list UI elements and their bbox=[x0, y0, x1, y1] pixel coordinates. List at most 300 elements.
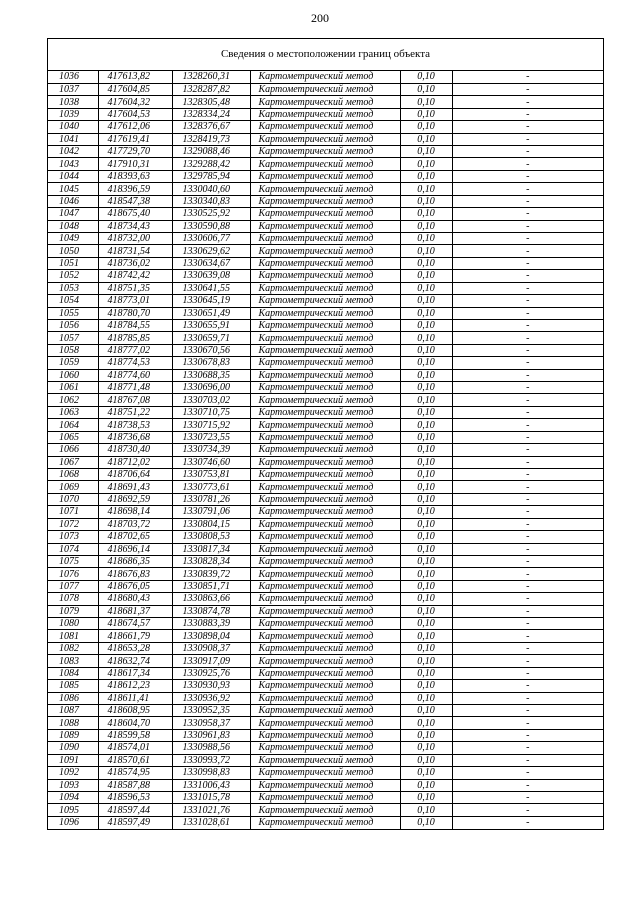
method: Картометрический метод bbox=[250, 717, 400, 729]
accuracy: 0,10 bbox=[400, 655, 452, 667]
table-row bbox=[48, 295, 603, 307]
table-row bbox=[48, 71, 603, 83]
table-row bbox=[48, 344, 603, 356]
accuracy: 0,10 bbox=[400, 493, 452, 505]
coordinate-x: 418732,00 bbox=[98, 232, 172, 244]
description: - bbox=[452, 170, 603, 182]
coordinate-y: 1330898,04 bbox=[172, 630, 250, 642]
table-row bbox=[48, 133, 603, 145]
coordinate-y: 1330753,81 bbox=[172, 469, 250, 481]
table-row bbox=[48, 543, 603, 555]
coordinate-x: 418608,95 bbox=[98, 705, 172, 717]
table-row bbox=[48, 493, 603, 505]
method: Картометрический метод bbox=[250, 257, 400, 269]
table-row bbox=[48, 382, 603, 394]
coordinate-y: 1330723,55 bbox=[172, 431, 250, 443]
point-number: 1066 bbox=[48, 444, 98, 456]
description: - bbox=[452, 183, 603, 195]
coordinate-y: 1330993,72 bbox=[172, 754, 250, 766]
method: Картометрический метод bbox=[250, 419, 400, 431]
description: - bbox=[452, 754, 603, 766]
coordinate-x: 418774,53 bbox=[98, 357, 172, 369]
table-row bbox=[48, 518, 603, 530]
coordinate-x: 418785,85 bbox=[98, 332, 172, 344]
table-row bbox=[48, 419, 603, 431]
coordinate-x: 418771,48 bbox=[98, 382, 172, 394]
point-number: 1042 bbox=[48, 146, 98, 158]
method: Картометрический метод bbox=[250, 220, 400, 232]
method: Картометрический метод bbox=[250, 568, 400, 580]
point-number: 1087 bbox=[48, 705, 98, 717]
point-number: 1045 bbox=[48, 183, 98, 195]
description: - bbox=[452, 518, 603, 530]
accuracy: 0,10 bbox=[400, 394, 452, 406]
description: - bbox=[452, 195, 603, 207]
coordinate-y: 1330863,66 bbox=[172, 593, 250, 605]
coordinate-x: 418676,83 bbox=[98, 568, 172, 580]
point-number: 1060 bbox=[48, 369, 98, 381]
accuracy: 0,10 bbox=[400, 332, 452, 344]
coordinate-y: 1330952,35 bbox=[172, 705, 250, 717]
coordinate-y: 1330908,37 bbox=[172, 642, 250, 654]
method: Картометрический метод bbox=[250, 170, 400, 182]
coordinate-x: 418738,53 bbox=[98, 419, 172, 431]
table-row bbox=[48, 655, 603, 667]
coordinate-y: 1329288,42 bbox=[172, 158, 250, 170]
coordinate-y: 1330645,19 bbox=[172, 295, 250, 307]
method: Картометрический метод bbox=[250, 555, 400, 567]
point-number: 1057 bbox=[48, 332, 98, 344]
accuracy: 0,10 bbox=[400, 382, 452, 394]
accuracy: 0,10 bbox=[400, 245, 452, 257]
coordinate-y: 1330659,71 bbox=[172, 332, 250, 344]
boundary-section bbox=[47, 38, 604, 830]
table-row bbox=[48, 717, 603, 729]
accuracy: 0,10 bbox=[400, 344, 452, 356]
accuracy: 0,10 bbox=[400, 779, 452, 791]
point-number: 1096 bbox=[48, 816, 98, 828]
method: Картометрический метод bbox=[250, 580, 400, 592]
accuracy: 0,10 bbox=[400, 295, 452, 307]
coordinate-y: 1328305,48 bbox=[172, 96, 250, 108]
coordinate-x: 418691,43 bbox=[98, 481, 172, 493]
coordinate-y: 1330040,60 bbox=[172, 183, 250, 195]
accuracy: 0,10 bbox=[400, 568, 452, 580]
description: - bbox=[452, 667, 603, 679]
description: - bbox=[452, 357, 603, 369]
coordinate-y: 1330839,72 bbox=[172, 568, 250, 580]
coordinate-x: 418730,40 bbox=[98, 444, 172, 456]
method: Картометрический метод bbox=[250, 779, 400, 791]
coordinate-y: 1330340,83 bbox=[172, 195, 250, 207]
point-number: 1088 bbox=[48, 717, 98, 729]
coordinate-y: 1330606,77 bbox=[172, 232, 250, 244]
coordinate-x: 418692,59 bbox=[98, 493, 172, 505]
coordinate-y: 1331006,43 bbox=[172, 779, 250, 791]
coordinate-x: 418396,59 bbox=[98, 183, 172, 195]
coordinate-x: 418597,44 bbox=[98, 804, 172, 816]
table-row bbox=[48, 319, 603, 331]
method: Картометрический метод bbox=[250, 319, 400, 331]
method: Картометрический метод bbox=[250, 382, 400, 394]
point-number: 1067 bbox=[48, 456, 98, 468]
coordinate-y: 1330808,53 bbox=[172, 531, 250, 543]
accuracy: 0,10 bbox=[400, 729, 452, 741]
accuracy: 0,10 bbox=[400, 170, 452, 182]
table-row bbox=[48, 816, 603, 828]
coordinate-x: 418632,74 bbox=[98, 655, 172, 667]
coordinate-x: 417604,85 bbox=[98, 83, 172, 95]
coordinate-x: 418767,08 bbox=[98, 394, 172, 406]
coordinate-x: 417612,06 bbox=[98, 121, 172, 133]
coordinate-x: 418597,49 bbox=[98, 816, 172, 828]
table-row bbox=[48, 729, 603, 741]
method: Картометрический метод bbox=[250, 146, 400, 158]
description: - bbox=[452, 555, 603, 567]
method: Картометрический метод bbox=[250, 357, 400, 369]
table-row bbox=[48, 580, 603, 592]
accuracy: 0,10 bbox=[400, 555, 452, 567]
coordinate-y: 1330961,83 bbox=[172, 729, 250, 741]
point-number: 1040 bbox=[48, 121, 98, 133]
point-number: 1071 bbox=[48, 506, 98, 518]
description: - bbox=[452, 121, 603, 133]
method: Картометрический метод bbox=[250, 208, 400, 220]
description: - bbox=[452, 444, 603, 456]
coordinate-y: 1331021,76 bbox=[172, 804, 250, 816]
table-row bbox=[48, 506, 603, 518]
description: - bbox=[452, 779, 603, 791]
coordinate-y: 1330746,60 bbox=[172, 456, 250, 468]
point-number: 1072 bbox=[48, 518, 98, 530]
description: - bbox=[452, 332, 603, 344]
coordinate-y: 1328287,82 bbox=[172, 83, 250, 95]
coordinate-x: 418777,02 bbox=[98, 344, 172, 356]
coordinate-x: 417604,53 bbox=[98, 108, 172, 120]
coordinate-x: 418676,05 bbox=[98, 580, 172, 592]
coordinate-x: 418570,61 bbox=[98, 754, 172, 766]
description: - bbox=[452, 729, 603, 741]
point-number: 1044 bbox=[48, 170, 98, 182]
coordinate-x: 418617,34 bbox=[98, 667, 172, 679]
description: - bbox=[452, 83, 603, 95]
table-row bbox=[48, 431, 603, 443]
accuracy: 0,10 bbox=[400, 481, 452, 493]
method: Картометрический метод bbox=[250, 282, 400, 294]
method: Картометрический метод bbox=[250, 369, 400, 381]
accuracy: 0,10 bbox=[400, 680, 452, 692]
table-row bbox=[48, 369, 603, 381]
coordinate-x: 418599,58 bbox=[98, 729, 172, 741]
description: - bbox=[452, 493, 603, 505]
table-row bbox=[48, 742, 603, 754]
coordinate-y: 1330998,83 bbox=[172, 767, 250, 779]
accuracy: 0,10 bbox=[400, 270, 452, 282]
table-row bbox=[48, 270, 603, 282]
page-number: 200 bbox=[311, 11, 329, 25]
point-number: 1086 bbox=[48, 692, 98, 704]
coordinate-x: 418736,02 bbox=[98, 257, 172, 269]
accuracy: 0,10 bbox=[400, 667, 452, 679]
accuracy: 0,10 bbox=[400, 369, 452, 381]
table-row bbox=[48, 96, 603, 108]
coordinate-x: 418751,35 bbox=[98, 282, 172, 294]
description: - bbox=[452, 419, 603, 431]
table-row bbox=[48, 332, 603, 344]
coordinate-y: 1330917,09 bbox=[172, 655, 250, 667]
point-number: 1051 bbox=[48, 257, 98, 269]
description: - bbox=[452, 232, 603, 244]
table-row bbox=[48, 83, 603, 95]
coordinate-x: 418703,72 bbox=[98, 518, 172, 530]
accuracy: 0,10 bbox=[400, 717, 452, 729]
description: - bbox=[452, 791, 603, 803]
accuracy: 0,10 bbox=[400, 754, 452, 766]
table-row bbox=[48, 146, 603, 158]
description: - bbox=[452, 158, 603, 170]
coordinate-x: 418612,23 bbox=[98, 680, 172, 692]
table-row bbox=[48, 705, 603, 717]
accuracy: 0,10 bbox=[400, 456, 452, 468]
point-number: 1080 bbox=[48, 618, 98, 630]
accuracy: 0,10 bbox=[400, 220, 452, 232]
description: - bbox=[452, 96, 603, 108]
table-row bbox=[48, 767, 603, 779]
coordinate-y: 1329088,46 bbox=[172, 146, 250, 158]
coordinate-y: 1330703,02 bbox=[172, 394, 250, 406]
method: Картометрический метод bbox=[250, 493, 400, 505]
description: - bbox=[452, 382, 603, 394]
description: - bbox=[452, 208, 603, 220]
point-number: 1073 bbox=[48, 531, 98, 543]
point-number: 1059 bbox=[48, 357, 98, 369]
table-row bbox=[48, 779, 603, 791]
accuracy: 0,10 bbox=[400, 108, 452, 120]
point-number: 1083 bbox=[48, 655, 98, 667]
point-number: 1077 bbox=[48, 580, 98, 592]
method: Картометрический метод bbox=[250, 754, 400, 766]
coordinate-y: 1330851,71 bbox=[172, 580, 250, 592]
method: Картометрический метод bbox=[250, 394, 400, 406]
point-number: 1091 bbox=[48, 754, 98, 766]
coordinate-x: 417729,70 bbox=[98, 146, 172, 158]
point-number: 1094 bbox=[48, 791, 98, 803]
coordinate-y: 1330936,92 bbox=[172, 692, 250, 704]
coordinate-y: 1330525,92 bbox=[172, 208, 250, 220]
method: Картометрический метод bbox=[250, 742, 400, 754]
accuracy: 0,10 bbox=[400, 518, 452, 530]
accuracy: 0,10 bbox=[400, 406, 452, 418]
description: - bbox=[452, 71, 603, 83]
coordinate-x: 418674,57 bbox=[98, 618, 172, 630]
point-number: 1068 bbox=[48, 469, 98, 481]
accuracy: 0,10 bbox=[400, 71, 452, 83]
coordinate-y: 1328419,73 bbox=[172, 133, 250, 145]
description: - bbox=[452, 344, 603, 356]
description: - bbox=[452, 630, 603, 642]
table-row bbox=[48, 257, 603, 269]
accuracy: 0,10 bbox=[400, 642, 452, 654]
method: Картометрический метод bbox=[250, 83, 400, 95]
coordinate-x: 417613,82 bbox=[98, 71, 172, 83]
coordinate-y: 1330639,08 bbox=[172, 270, 250, 282]
description: - bbox=[452, 406, 603, 418]
method: Картометрический метод bbox=[250, 344, 400, 356]
coordinate-x: 418712,02 bbox=[98, 456, 172, 468]
coordinate-x: 417619,41 bbox=[98, 133, 172, 145]
point-number: 1061 bbox=[48, 382, 98, 394]
method: Картометрический метод bbox=[250, 767, 400, 779]
coordinate-x: 418742,42 bbox=[98, 270, 172, 282]
coordinate-y: 1330590,88 bbox=[172, 220, 250, 232]
table-row bbox=[48, 232, 603, 244]
point-number: 1050 bbox=[48, 245, 98, 257]
coordinate-y: 1330641,55 bbox=[172, 282, 250, 294]
method: Картометрический метод bbox=[250, 605, 400, 617]
coordinate-y: 1330678,83 bbox=[172, 357, 250, 369]
point-number: 1038 bbox=[48, 96, 98, 108]
method: Картометрический метод bbox=[250, 667, 400, 679]
point-number: 1037 bbox=[48, 83, 98, 95]
accuracy: 0,10 bbox=[400, 469, 452, 481]
method: Картометрический метод bbox=[250, 71, 400, 83]
section-title: Сведения о местоположении границ объекта bbox=[48, 39, 603, 71]
coordinate-y: 1330828,34 bbox=[172, 555, 250, 567]
method: Картометрический метод bbox=[250, 158, 400, 170]
table-row bbox=[48, 357, 603, 369]
accuracy: 0,10 bbox=[400, 83, 452, 95]
table-row bbox=[48, 593, 603, 605]
description: - bbox=[452, 816, 603, 828]
accuracy: 0,10 bbox=[400, 208, 452, 220]
accuracy: 0,10 bbox=[400, 257, 452, 269]
point-number: 1053 bbox=[48, 282, 98, 294]
accuracy: 0,10 bbox=[400, 593, 452, 605]
point-number: 1046 bbox=[48, 195, 98, 207]
table-row bbox=[48, 121, 603, 133]
point-number: 1075 bbox=[48, 555, 98, 567]
coordinate-y: 1330734,39 bbox=[172, 444, 250, 456]
accuracy: 0,10 bbox=[400, 158, 452, 170]
description: - bbox=[452, 295, 603, 307]
coordinate-x: 418734,43 bbox=[98, 220, 172, 232]
table-row bbox=[48, 804, 603, 816]
table-row bbox=[48, 680, 603, 692]
point-number: 1092 bbox=[48, 767, 98, 779]
point-number: 1039 bbox=[48, 108, 98, 120]
coordinate-x: 418731,54 bbox=[98, 245, 172, 257]
point-number: 1089 bbox=[48, 729, 98, 741]
table-row bbox=[48, 183, 603, 195]
point-number: 1047 bbox=[48, 208, 98, 220]
table-row bbox=[48, 456, 603, 468]
coordinate-y: 1330696,00 bbox=[172, 382, 250, 394]
table-row bbox=[48, 618, 603, 630]
coordinate-x: 418696,14 bbox=[98, 543, 172, 555]
method: Картометрический метод bbox=[250, 791, 400, 803]
table-row bbox=[48, 531, 603, 543]
point-number: 1055 bbox=[48, 307, 98, 319]
accuracy: 0,10 bbox=[400, 618, 452, 630]
coordinate-y: 1330804,15 bbox=[172, 518, 250, 530]
accuracy: 0,10 bbox=[400, 630, 452, 642]
description: - bbox=[452, 469, 603, 481]
coordinate-x: 418675,40 bbox=[98, 208, 172, 220]
coordinate-x: 418774,60 bbox=[98, 369, 172, 381]
coordinate-x: 418686,35 bbox=[98, 555, 172, 567]
accuracy: 0,10 bbox=[400, 232, 452, 244]
description: - bbox=[452, 568, 603, 580]
method: Картометрический метод bbox=[250, 692, 400, 704]
method: Картометрический метод bbox=[250, 245, 400, 257]
table-row bbox=[48, 555, 603, 567]
point-number: 1063 bbox=[48, 406, 98, 418]
coordinate-x: 418661,79 bbox=[98, 630, 172, 642]
coordinate-y: 1330874,78 bbox=[172, 605, 250, 617]
accuracy: 0,10 bbox=[400, 804, 452, 816]
coordinate-x: 418574,01 bbox=[98, 742, 172, 754]
description: - bbox=[452, 307, 603, 319]
point-number: 1041 bbox=[48, 133, 98, 145]
description: - bbox=[452, 108, 603, 120]
method: Картометрический метод bbox=[250, 332, 400, 344]
coordinate-y: 1330655,91 bbox=[172, 319, 250, 331]
coordinate-y: 1328260,31 bbox=[172, 71, 250, 83]
point-number: 1074 bbox=[48, 543, 98, 555]
method: Картометрический метод bbox=[250, 431, 400, 443]
description: - bbox=[452, 692, 603, 704]
accuracy: 0,10 bbox=[400, 431, 452, 443]
point-number: 1070 bbox=[48, 493, 98, 505]
table-row bbox=[48, 108, 603, 120]
table-row bbox=[48, 307, 603, 319]
accuracy: 0,10 bbox=[400, 816, 452, 828]
method: Картометрический метод bbox=[250, 295, 400, 307]
table-row bbox=[48, 444, 603, 456]
description: - bbox=[452, 618, 603, 630]
point-number: 1078 bbox=[48, 593, 98, 605]
description: - bbox=[452, 543, 603, 555]
coordinate-x: 418653,28 bbox=[98, 642, 172, 654]
point-number: 1052 bbox=[48, 270, 98, 282]
accuracy: 0,10 bbox=[400, 791, 452, 803]
description: - bbox=[452, 605, 603, 617]
method: Картометрический метод bbox=[250, 804, 400, 816]
table-row bbox=[48, 220, 603, 232]
point-number: 1084 bbox=[48, 667, 98, 679]
coordinate-y: 1330988,56 bbox=[172, 742, 250, 754]
coordinate-y: 1330634,67 bbox=[172, 257, 250, 269]
accuracy: 0,10 bbox=[400, 605, 452, 617]
accuracy: 0,10 bbox=[400, 419, 452, 431]
point-number: 1062 bbox=[48, 394, 98, 406]
description: - bbox=[452, 531, 603, 543]
table-row bbox=[48, 245, 603, 257]
method: Картометрический метод bbox=[250, 816, 400, 828]
table-row bbox=[48, 170, 603, 182]
table-row bbox=[48, 469, 603, 481]
point-number: 1064 bbox=[48, 419, 98, 431]
method: Картометрический метод bbox=[250, 705, 400, 717]
point-number: 1049 bbox=[48, 232, 98, 244]
method: Картометрический метод bbox=[250, 232, 400, 244]
table-row bbox=[48, 208, 603, 220]
coordinate-x: 418751,22 bbox=[98, 406, 172, 418]
method: Картометрический метод bbox=[250, 406, 400, 418]
table-row bbox=[48, 568, 603, 580]
table-row bbox=[48, 481, 603, 493]
description: - bbox=[452, 282, 603, 294]
